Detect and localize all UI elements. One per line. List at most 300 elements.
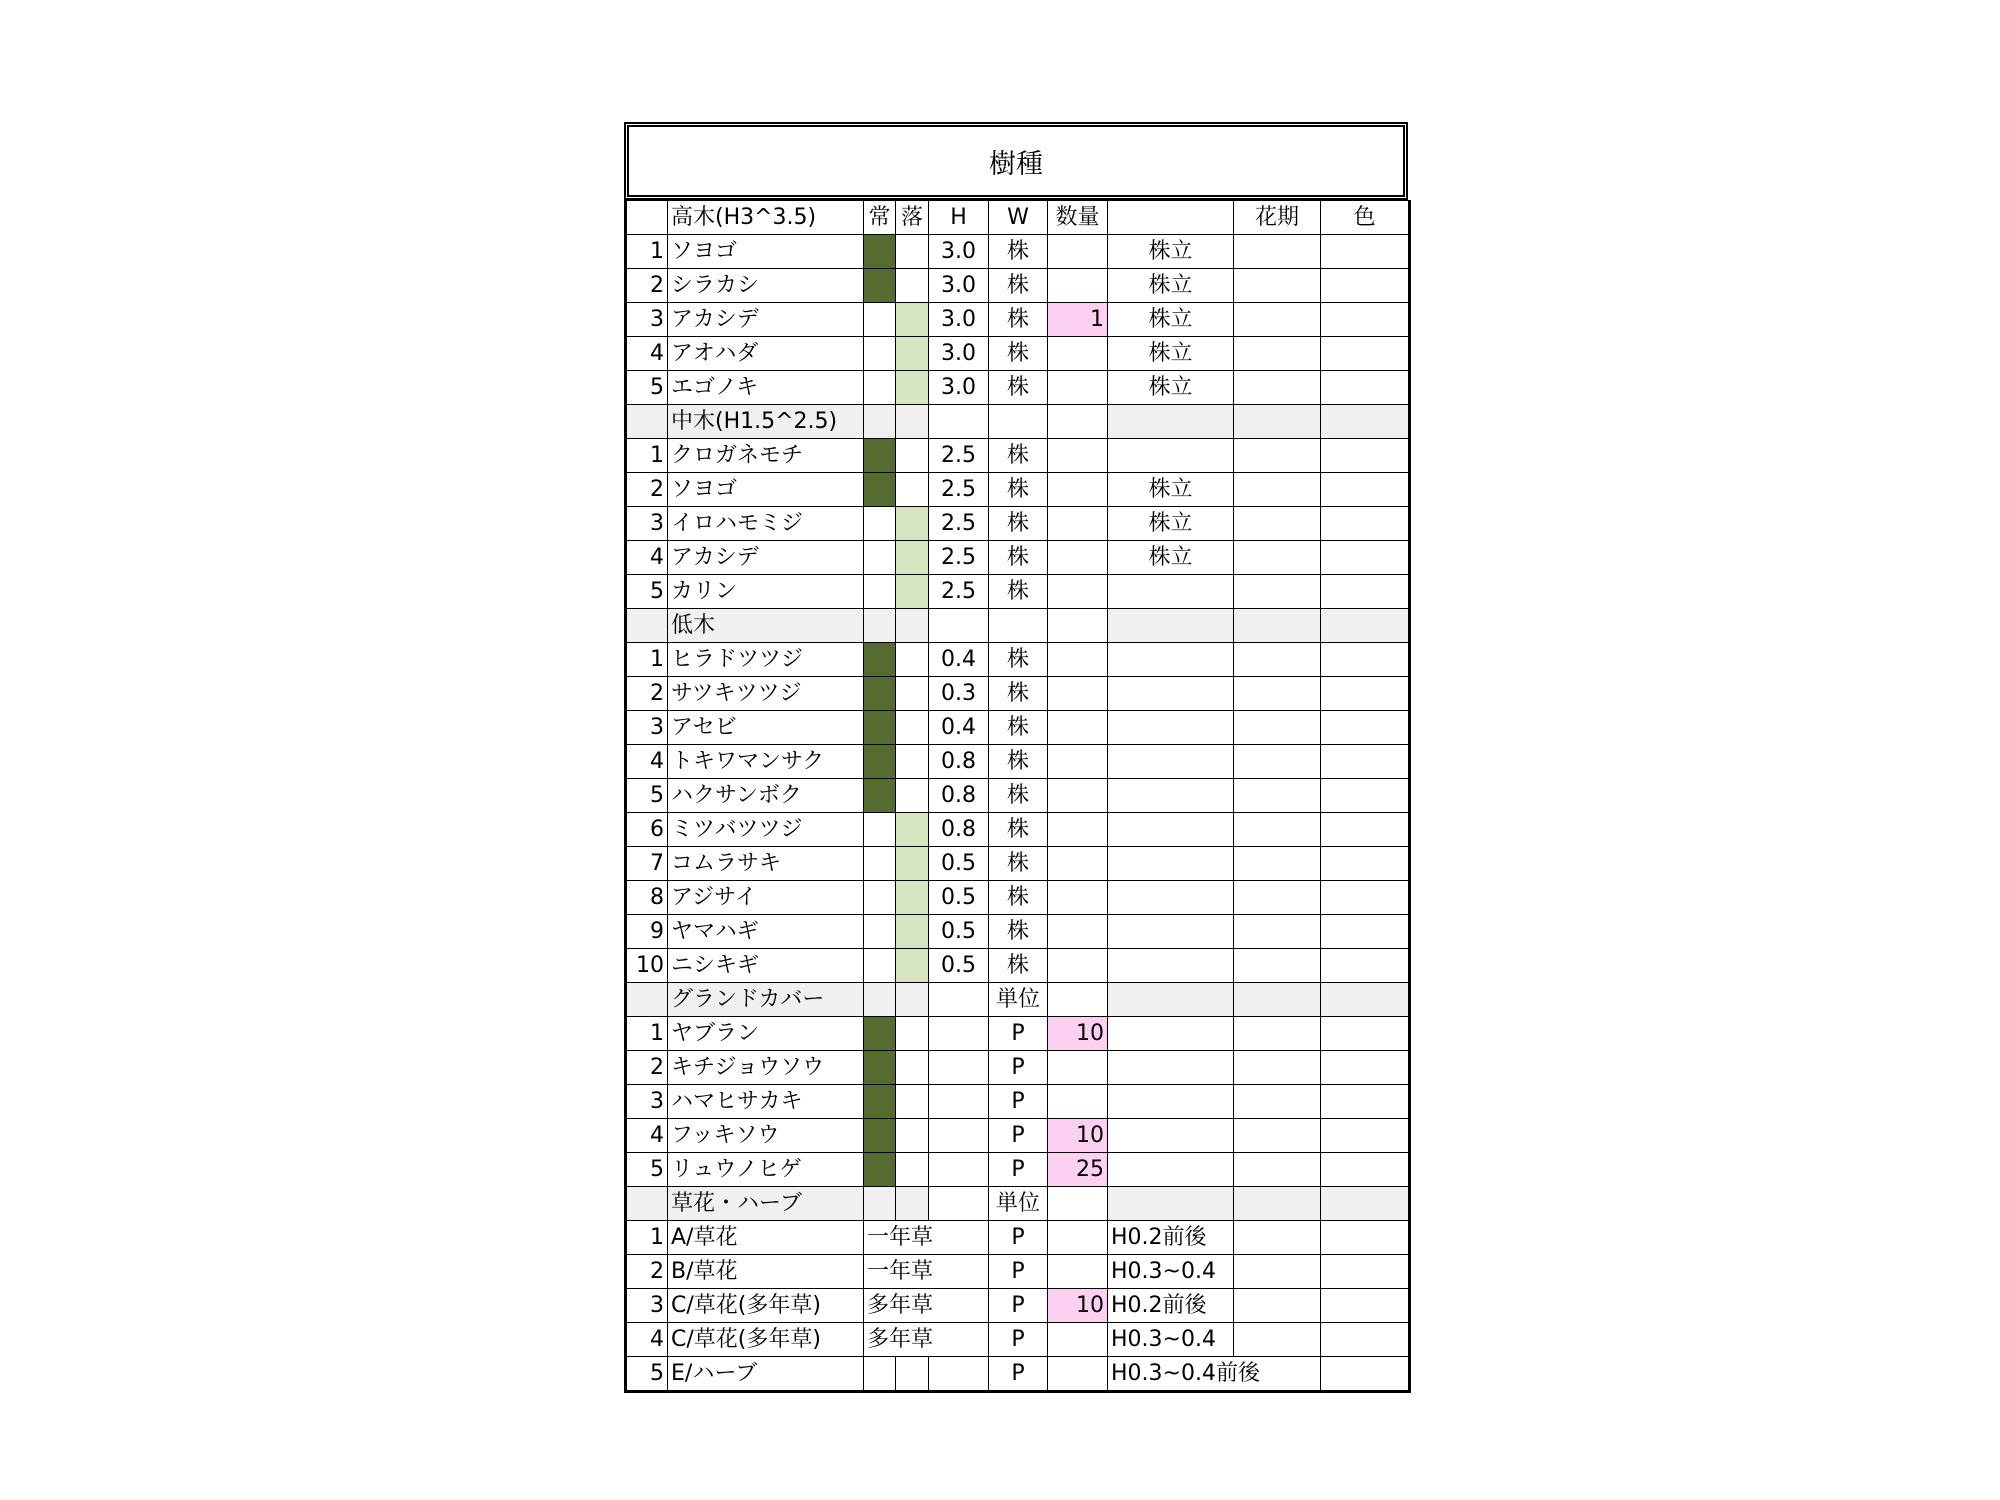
evergreen-cell — [864, 915, 896, 949]
unit-cell: 株 — [989, 269, 1048, 303]
color-cell — [1321, 881, 1410, 915]
bloom-cell — [1234, 915, 1321, 949]
color-cell — [1321, 1085, 1410, 1119]
unit-cell: P — [989, 1255, 1048, 1289]
species-name-cell: A/草花 — [668, 1221, 864, 1255]
row-number-cell: 1 — [626, 439, 668, 473]
color-cell — [1321, 813, 1410, 847]
species-name-cell: トキワマンサク — [668, 745, 864, 779]
bloom-cell — [1234, 507, 1321, 541]
row-number-cell: 4 — [626, 1323, 668, 1357]
form-cell — [1108, 949, 1234, 983]
height-cell — [929, 1085, 989, 1119]
header-name-cell: 高木(H3^3.5) — [668, 201, 864, 235]
row-number-cell: 2 — [626, 473, 668, 507]
evergreen-cell — [864, 235, 896, 269]
unit-cell: 株 — [989, 643, 1048, 677]
bloom-cell — [1234, 337, 1321, 371]
quantity-cell — [1048, 609, 1108, 643]
annual-perennial-cell: 一年草 — [864, 1221, 989, 1255]
color-cell — [1321, 609, 1410, 643]
form-cell: H0.3~0.4 — [1108, 1255, 1234, 1289]
row-number-cell: 3 — [626, 1289, 668, 1323]
row-number-cell: 5 — [626, 779, 668, 813]
bloom-cell — [1234, 881, 1321, 915]
row-number-cell: 9 — [626, 915, 668, 949]
color-cell — [1321, 439, 1410, 473]
bloom-cell — [1234, 1323, 1321, 1357]
quantity-cell — [1048, 677, 1108, 711]
row-number-cell: 10 — [626, 949, 668, 983]
quantity-cell: 10 — [1048, 1119, 1108, 1153]
herb-row — [626, 1255, 1410, 1289]
height-cell — [929, 1119, 989, 1153]
unit-cell: 株 — [989, 507, 1048, 541]
species-row — [626, 235, 1410, 269]
unit-cell: 株 — [989, 677, 1048, 711]
color-cell — [1321, 1221, 1410, 1255]
bloom-cell — [1234, 1119, 1321, 1153]
quantity-cell — [1048, 371, 1108, 405]
tree-species-sheet — [624, 122, 1408, 1393]
evergreen-cell — [864, 1051, 896, 1085]
bloom-cell — [1234, 575, 1321, 609]
deciduous-cell — [896, 1017, 929, 1051]
height-cell: 0.5 — [929, 949, 989, 983]
bloom-cell — [1234, 1289, 1321, 1323]
color-cell — [1321, 371, 1410, 405]
color-cell — [1321, 915, 1410, 949]
header-row — [626, 201, 1410, 235]
species-name-cell: アカシデ — [668, 303, 864, 337]
height-cell — [929, 1051, 989, 1085]
height-cell — [929, 1017, 989, 1051]
quantity-cell: 25 — [1048, 1153, 1108, 1187]
bloom-cell — [1234, 949, 1321, 983]
form-cell — [1108, 779, 1234, 813]
form-cell — [1108, 677, 1234, 711]
row-number-cell: 5 — [626, 1153, 668, 1187]
deciduous-cell — [896, 1187, 929, 1221]
quantity-cell — [1048, 507, 1108, 541]
height-cell: 0.5 — [929, 847, 989, 881]
species-table — [624, 200, 1411, 1393]
unit-cell: P — [989, 1323, 1048, 1357]
bloom-cell — [1234, 439, 1321, 473]
bloom-cell — [1234, 1085, 1321, 1119]
evergreen-cell — [864, 1017, 896, 1051]
species-name-cell: ハクサンボク — [668, 779, 864, 813]
quantity-cell — [1048, 337, 1108, 371]
unit-cell: 株 — [989, 915, 1048, 949]
height-cell: 3.0 — [929, 269, 989, 303]
form-cell — [1108, 983, 1234, 1017]
color-cell — [1321, 1051, 1410, 1085]
evergreen-cell — [864, 1187, 896, 1221]
row-number-cell: 5 — [626, 1357, 668, 1392]
quantity-cell — [1048, 473, 1108, 507]
form-cell: H0.3~0.4 — [1108, 1323, 1234, 1357]
unit-cell: 株 — [989, 439, 1048, 473]
form-cell: 株立 — [1108, 507, 1234, 541]
form-cell: H0.2前後 — [1108, 1221, 1234, 1255]
deciduous-cell — [896, 575, 929, 609]
species-row — [626, 915, 1410, 949]
color-cell — [1321, 269, 1410, 303]
row-number-cell: 3 — [626, 1085, 668, 1119]
bloom-cell — [1234, 473, 1321, 507]
unit-cell: 株 — [989, 711, 1048, 745]
deciduous-cell — [896, 439, 929, 473]
evergreen-cell — [864, 337, 896, 371]
species-row — [626, 711, 1410, 745]
row-number-cell: 5 — [626, 371, 668, 405]
row-number-cell: 2 — [626, 1051, 668, 1085]
form-cell — [1108, 847, 1234, 881]
quantity-cell: 10 — [1048, 1289, 1108, 1323]
species-row — [626, 269, 1410, 303]
row-number-cell: 4 — [626, 1119, 668, 1153]
species-row — [626, 949, 1410, 983]
quantity-cell — [1048, 1255, 1108, 1289]
height-cell — [929, 1153, 989, 1187]
unit-header-cell: 単位 — [989, 1187, 1048, 1221]
color-cell — [1321, 1119, 1410, 1153]
form-cell — [1108, 915, 1234, 949]
species-row — [626, 643, 1410, 677]
color-cell — [1321, 1153, 1410, 1187]
section-name-cell: 中木(H1.5^2.5) — [668, 405, 864, 439]
deciduous-cell — [896, 711, 929, 745]
unit-cell: P — [989, 1085, 1048, 1119]
quantity-cell — [1048, 575, 1108, 609]
quantity-cell — [1048, 813, 1108, 847]
quantity-cell: 10 — [1048, 1017, 1108, 1051]
species-row — [626, 881, 1410, 915]
evergreen-cell — [864, 643, 896, 677]
height-cell: 0.4 — [929, 711, 989, 745]
species-name-cell: ハマヒサカキ — [668, 1085, 864, 1119]
form-cell — [1108, 813, 1234, 847]
height-cell: 3.0 — [929, 337, 989, 371]
color-cell — [1321, 745, 1410, 779]
row-number-cell: 1 — [626, 643, 668, 677]
row-number-cell: 6 — [626, 813, 668, 847]
deciduous-cell — [896, 303, 929, 337]
annual-perennial-cell: 多年草 — [864, 1323, 989, 1357]
color-cell — [1321, 405, 1410, 439]
quantity-cell — [1048, 439, 1108, 473]
quantity-cell — [1048, 847, 1108, 881]
height-cell: 2.5 — [929, 473, 989, 507]
deciduous-cell — [896, 915, 929, 949]
evergreen-cell — [864, 371, 896, 405]
color-cell — [1321, 1289, 1410, 1323]
color-cell — [1321, 677, 1410, 711]
color-cell — [1321, 847, 1410, 881]
form-cell — [1108, 575, 1234, 609]
deciduous-cell — [896, 949, 929, 983]
evergreen-cell — [864, 1085, 896, 1119]
row-number-cell: 1 — [626, 1017, 668, 1051]
deciduous-cell — [896, 473, 929, 507]
species-name-cell: キチジョウソウ — [668, 1051, 864, 1085]
unit-header-cell — [989, 405, 1048, 439]
herb-row — [626, 1221, 1410, 1255]
annual-perennial-cell: 一年草 — [864, 1255, 989, 1289]
evergreen-cell — [864, 949, 896, 983]
evergreen-cell — [864, 711, 896, 745]
species-name-cell: ヤマハギ — [668, 915, 864, 949]
species-row — [626, 1051, 1410, 1085]
bloom-cell — [1234, 371, 1321, 405]
row-number-cell — [626, 609, 668, 643]
bloom-cell — [1234, 269, 1321, 303]
unit-cell: 株 — [989, 303, 1048, 337]
height-cell: 2.5 — [929, 541, 989, 575]
species-name-cell: アオハダ — [668, 337, 864, 371]
header-w-cell: W — [989, 201, 1048, 235]
quantity-cell — [1048, 1051, 1108, 1085]
herb-row — [626, 1357, 1410, 1392]
herb-row — [626, 1289, 1410, 1323]
color-cell — [1321, 541, 1410, 575]
bloom-cell — [1234, 541, 1321, 575]
quantity-cell — [1048, 711, 1108, 745]
color-cell — [1321, 1323, 1410, 1357]
evergreen-cell — [864, 745, 896, 779]
row-number-cell: 3 — [626, 303, 668, 337]
header-extra-cell — [1108, 201, 1234, 235]
form-cell: 株立 — [1108, 235, 1234, 269]
species-row — [626, 677, 1410, 711]
form-cell: 株立 — [1108, 541, 1234, 575]
height-cell — [929, 1187, 989, 1221]
color-cell — [1321, 507, 1410, 541]
color-cell — [1321, 1187, 1410, 1221]
bloom-cell — [1234, 677, 1321, 711]
evergreen-cell — [864, 507, 896, 541]
row-number-cell — [626, 405, 668, 439]
species-row — [626, 473, 1410, 507]
row-number-cell: 7 — [626, 847, 668, 881]
unit-cell: 株 — [989, 881, 1048, 915]
form-cell — [1108, 405, 1234, 439]
height-cell: 0.8 — [929, 745, 989, 779]
row-number-cell — [626, 983, 668, 1017]
bloom-cell — [1234, 983, 1321, 1017]
species-name-cell: ソヨゴ — [668, 473, 864, 507]
quantity-cell — [1048, 779, 1108, 813]
quantity-cell — [1048, 1221, 1108, 1255]
quantity-cell — [1048, 541, 1108, 575]
deciduous-cell — [896, 1119, 929, 1153]
species-row — [626, 1085, 1410, 1119]
row-number-cell: 4 — [626, 745, 668, 779]
height-cell: 2.5 — [929, 575, 989, 609]
species-name-cell: アジサイ — [668, 881, 864, 915]
evergreen-cell — [864, 303, 896, 337]
quantity-cell — [1048, 1085, 1108, 1119]
species-name-cell: カリン — [668, 575, 864, 609]
row-number-cell: 2 — [626, 677, 668, 711]
species-name-cell: B/草花 — [668, 1255, 864, 1289]
evergreen-cell — [864, 1153, 896, 1187]
quantity-cell — [1048, 915, 1108, 949]
form-cell: 株立 — [1108, 303, 1234, 337]
quantity-cell — [1048, 235, 1108, 269]
height-cell: 0.5 — [929, 915, 989, 949]
row-number-cell: 1 — [626, 235, 668, 269]
color-cell — [1321, 337, 1410, 371]
form-cell: 株立 — [1108, 371, 1234, 405]
quantity-cell — [1048, 1323, 1108, 1357]
species-name-cell: ニシキギ — [668, 949, 864, 983]
header-deciduous-cell: 落 — [896, 201, 929, 235]
deciduous-cell — [896, 541, 929, 575]
color-cell — [1321, 1255, 1410, 1289]
unit-cell: P — [989, 1153, 1048, 1187]
color-cell — [1321, 983, 1410, 1017]
quantity-cell — [1048, 949, 1108, 983]
unit-cell: 株 — [989, 337, 1048, 371]
evergreen-cell — [864, 881, 896, 915]
evergreen-cell — [864, 847, 896, 881]
deciduous-cell — [896, 813, 929, 847]
color-cell — [1321, 1357, 1410, 1392]
deciduous-cell — [896, 337, 929, 371]
row-number-cell: 3 — [626, 507, 668, 541]
unit-cell: 株 — [989, 949, 1048, 983]
species-name-cell: C/草花(多年草) — [668, 1289, 864, 1323]
section-header-row — [626, 405, 1410, 439]
deciduous-cell — [896, 779, 929, 813]
height-cell: 3.0 — [929, 371, 989, 405]
section-header-row — [626, 609, 1410, 643]
species-name-cell: ソヨゴ — [668, 235, 864, 269]
quantity-cell — [1048, 745, 1108, 779]
deciduous-cell — [896, 983, 929, 1017]
section-name-cell: 草花・ハーブ — [668, 1187, 864, 1221]
deciduous-cell — [896, 643, 929, 677]
evergreen-cell — [864, 609, 896, 643]
height-cell: 0.5 — [929, 881, 989, 915]
height-cell — [929, 405, 989, 439]
row-number-cell: 2 — [626, 1255, 668, 1289]
row-number-cell: 3 — [626, 711, 668, 745]
quantity-cell — [1048, 405, 1108, 439]
unit-header-cell: 単位 — [989, 983, 1048, 1017]
unit-cell: P — [989, 1051, 1048, 1085]
bloom-cell — [1234, 643, 1321, 677]
annual-perennial-cell: 多年草 — [864, 1289, 989, 1323]
species-row — [626, 337, 1410, 371]
deciduous-cell — [896, 881, 929, 915]
species-name-cell: ミツバツツジ — [668, 813, 864, 847]
header-bloom-cell: 花期 — [1234, 201, 1321, 235]
form-cell — [1108, 745, 1234, 779]
header-h-cell: H — [929, 201, 989, 235]
form-cell — [1108, 1153, 1234, 1187]
deciduous-cell — [896, 405, 929, 439]
bloom-cell — [1234, 779, 1321, 813]
header-qty-cell: 数量 — [1048, 201, 1108, 235]
color-cell — [1321, 575, 1410, 609]
header-evergreen-cell: 常 — [864, 201, 896, 235]
bloom-cell — [1234, 1153, 1321, 1187]
color-cell — [1321, 235, 1410, 269]
deciduous-cell — [896, 1051, 929, 1085]
deciduous-cell — [896, 235, 929, 269]
color-cell — [1321, 643, 1410, 677]
evergreen-cell — [864, 439, 896, 473]
species-name-cell: エゴノキ — [668, 371, 864, 405]
form-cell — [1108, 1051, 1234, 1085]
deciduous-cell — [896, 371, 929, 405]
bloom-cell — [1234, 1051, 1321, 1085]
species-name-cell: フッキソウ — [668, 1119, 864, 1153]
evergreen-cell — [864, 677, 896, 711]
deciduous-cell — [896, 269, 929, 303]
bloom-cell — [1234, 1187, 1321, 1221]
evergreen-cell — [864, 473, 896, 507]
form-cell — [1108, 881, 1234, 915]
form-cell: H0.3~0.4前後 — [1108, 1357, 1321, 1392]
quantity-cell — [1048, 269, 1108, 303]
bloom-cell — [1234, 745, 1321, 779]
species-name-cell: C/草花(多年草) — [668, 1323, 864, 1357]
height-cell: 0.4 — [929, 643, 989, 677]
row-number-cell: 5 — [626, 575, 668, 609]
height-cell: 0.3 — [929, 677, 989, 711]
bloom-cell — [1234, 711, 1321, 745]
evergreen-cell — [864, 575, 896, 609]
deciduous-cell — [896, 1153, 929, 1187]
header-no-cell — [626, 201, 668, 235]
height-cell: 2.5 — [929, 439, 989, 473]
species-row — [626, 745, 1410, 779]
height-cell: 3.0 — [929, 235, 989, 269]
species-name-cell: E/ハーブ — [668, 1357, 864, 1392]
row-number-cell: 4 — [626, 337, 668, 371]
evergreen-cell — [864, 1119, 896, 1153]
section-name-cell: 低木 — [668, 609, 864, 643]
section-header-row — [626, 983, 1410, 1017]
quantity-cell — [1048, 983, 1108, 1017]
deciduous-cell — [896, 847, 929, 881]
species-name-cell: クロガネモチ — [668, 439, 864, 473]
species-row — [626, 1153, 1410, 1187]
height-cell — [929, 609, 989, 643]
evergreen-cell — [864, 405, 896, 439]
species-row — [626, 1017, 1410, 1051]
form-cell: H0.2前後 — [1108, 1289, 1234, 1323]
quantity-cell — [1048, 881, 1108, 915]
unit-cell: 株 — [989, 847, 1048, 881]
height-cell: 0.8 — [929, 813, 989, 847]
row-number-cell — [626, 1187, 668, 1221]
height-cell: 0.8 — [929, 779, 989, 813]
unit-cell: P — [989, 1221, 1048, 1255]
form-cell — [1108, 1119, 1234, 1153]
evergreen-cell — [864, 541, 896, 575]
bloom-cell — [1234, 1017, 1321, 1051]
species-row — [626, 847, 1410, 881]
height-cell: 2.5 — [929, 507, 989, 541]
header-color-cell: 色 — [1321, 201, 1410, 235]
form-cell — [1108, 609, 1234, 643]
color-cell — [1321, 779, 1410, 813]
